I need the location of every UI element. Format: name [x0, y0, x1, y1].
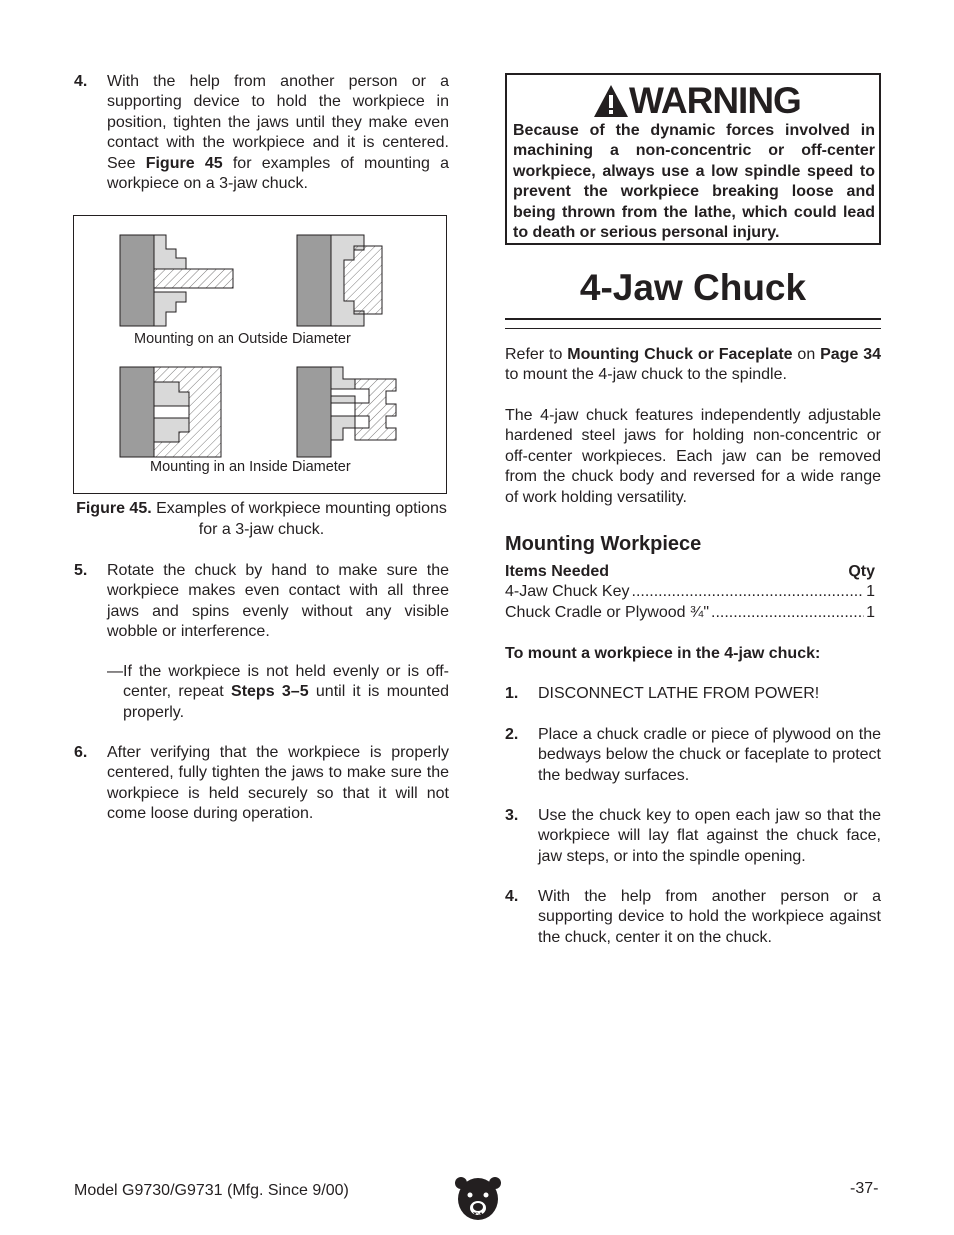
inside-diameter-diagram-1 [120, 367, 221, 457]
step-number: 4. [505, 888, 519, 905]
step-text: With the help from another person or a supporting device to hold the workpiece in position, tighten the jaws until they make even contact with the workpiece and it is centered. See [107, 73, 449, 172]
note-text: —If the workpiece is not held evenly or is off-center, repeat Steps 3–5 until it is mounted properly. [107, 663, 449, 721]
outside-diameter-diagram-2 [297, 235, 382, 326]
caption-label: Figure 45. [76, 500, 152, 517]
refer-paragraph: Refer to Mounting Chuck or Faceplate on Page 34 to mount the 4-jaw chuck to the spindle. [505, 346, 882, 384]
caption-text: Examples of workpiece mounting options for a 3-jaw chuck. [151, 500, 447, 538]
step-text: DISCONNECT LATHE FROM POWER! [538, 685, 820, 702]
section-title: 4-Jaw Chuck [579, 267, 807, 308]
item-name: Chuck Cradle or Plywood ¾" [505, 603, 709, 621]
left-step-5 [74, 561, 449, 643]
bear-logo-icon [455, 1175, 501, 1229]
items-header-row [505, 562, 875, 582]
right-step-4 [505, 887, 881, 948]
step-number: 1. [505, 685, 519, 702]
divider [505, 328, 881, 329]
figure-label-inside: Mounting in an Inside Diameter [150, 459, 351, 475]
page-number: -37- [850, 1180, 879, 1197]
items-needed-table [505, 562, 875, 623]
divider [505, 318, 881, 320]
procedure-title: To mount a workpiece in the 4-jaw chuck: [505, 645, 821, 662]
left-step-6 [74, 743, 449, 825]
step-number: 6. [74, 744, 88, 761]
figure-reference: Figure 45 [145, 154, 223, 172]
inside-diameter-diagram-2 [297, 367, 396, 457]
figure-caption [74, 498, 449, 540]
right-step-3 [505, 806, 881, 867]
step-text: Rotate the chuck by hand to make sure the workpiece makes even contact with all three jaws and spins evenly without any visible wobble or interference. [107, 562, 449, 641]
step-text: Use the chuck key to open each jaw so that the workpiece will lay flat against the chuck face, jaw steps, or into the spindle opening. [538, 807, 881, 865]
warning-box [505, 73, 881, 245]
step-text: for examples of mounting a workpiece on a 3-jaw chuck. [107, 154, 449, 193]
item-row [505, 582, 875, 602]
left-step-4 [74, 72, 449, 194]
warning-text: Because of the dynamic forces involved in machining a non-concentric or off-center workpiece, always use a low spindle speed to prevent the workpiece breaking loose and being thrown from the lathe, which could lead to death or serious personal injury. [513, 122, 875, 242]
item-row [505, 603, 875, 623]
item-qty: 1 [866, 603, 875, 621]
warning-title: WARNING [629, 80, 801, 121]
step-number: 3. [505, 807, 519, 824]
step-number: 4. [74, 73, 88, 90]
figure-45 [73, 215, 447, 494]
item-qty: 1 [866, 583, 875, 601]
step-text: With the help from another person or a supporting device to hold the workpiece against the chuck, center it on the chuck. [538, 888, 881, 946]
step-text: Place a chuck cradle or piece of plywood on the bedways below the chuck or faceplate to protect the bedway surfaces. [538, 726, 881, 784]
intro-paragraph: The 4-jaw chuck features independently adjustable hardened steel jaws for holding non-concentric or off-center workpieces. Each jaw can be removed from the chuck body and reversed for a wide range of work holding versatility. [505, 407, 881, 506]
warning-header [593, 81, 801, 121]
right-step-1 [505, 684, 881, 704]
qty-header: Qty [848, 563, 875, 580]
figure-label-outside: Mounting on an Outside Diameter [134, 331, 351, 347]
right-step-2 [505, 725, 881, 786]
step-text: After verifying that the workpiece is properly centered, fully tighten the jaws to make sure the workpiece is held securely so that it will not come loose during operation. [107, 744, 449, 823]
items-header: Items Needed [505, 563, 610, 580]
footer-model: Model G9730/G9731 (Mfg. Since 9/00) [74, 1182, 349, 1199]
chuck-mounting-diagram [74, 216, 448, 495]
item-name: 4-Jaw Chuck Key [505, 583, 630, 601]
subsection-title: Mounting Workpiece [505, 533, 702, 555]
steps-reference: Steps 3–5 [231, 683, 309, 701]
outside-diameter-diagram-1 [120, 235, 233, 326]
step-number: 5. [74, 562, 88, 579]
warning-triangle-icon [593, 84, 629, 118]
step-number: 2. [505, 726, 519, 743]
leader-dots [632, 582, 865, 602]
leader-dots [711, 603, 864, 623]
